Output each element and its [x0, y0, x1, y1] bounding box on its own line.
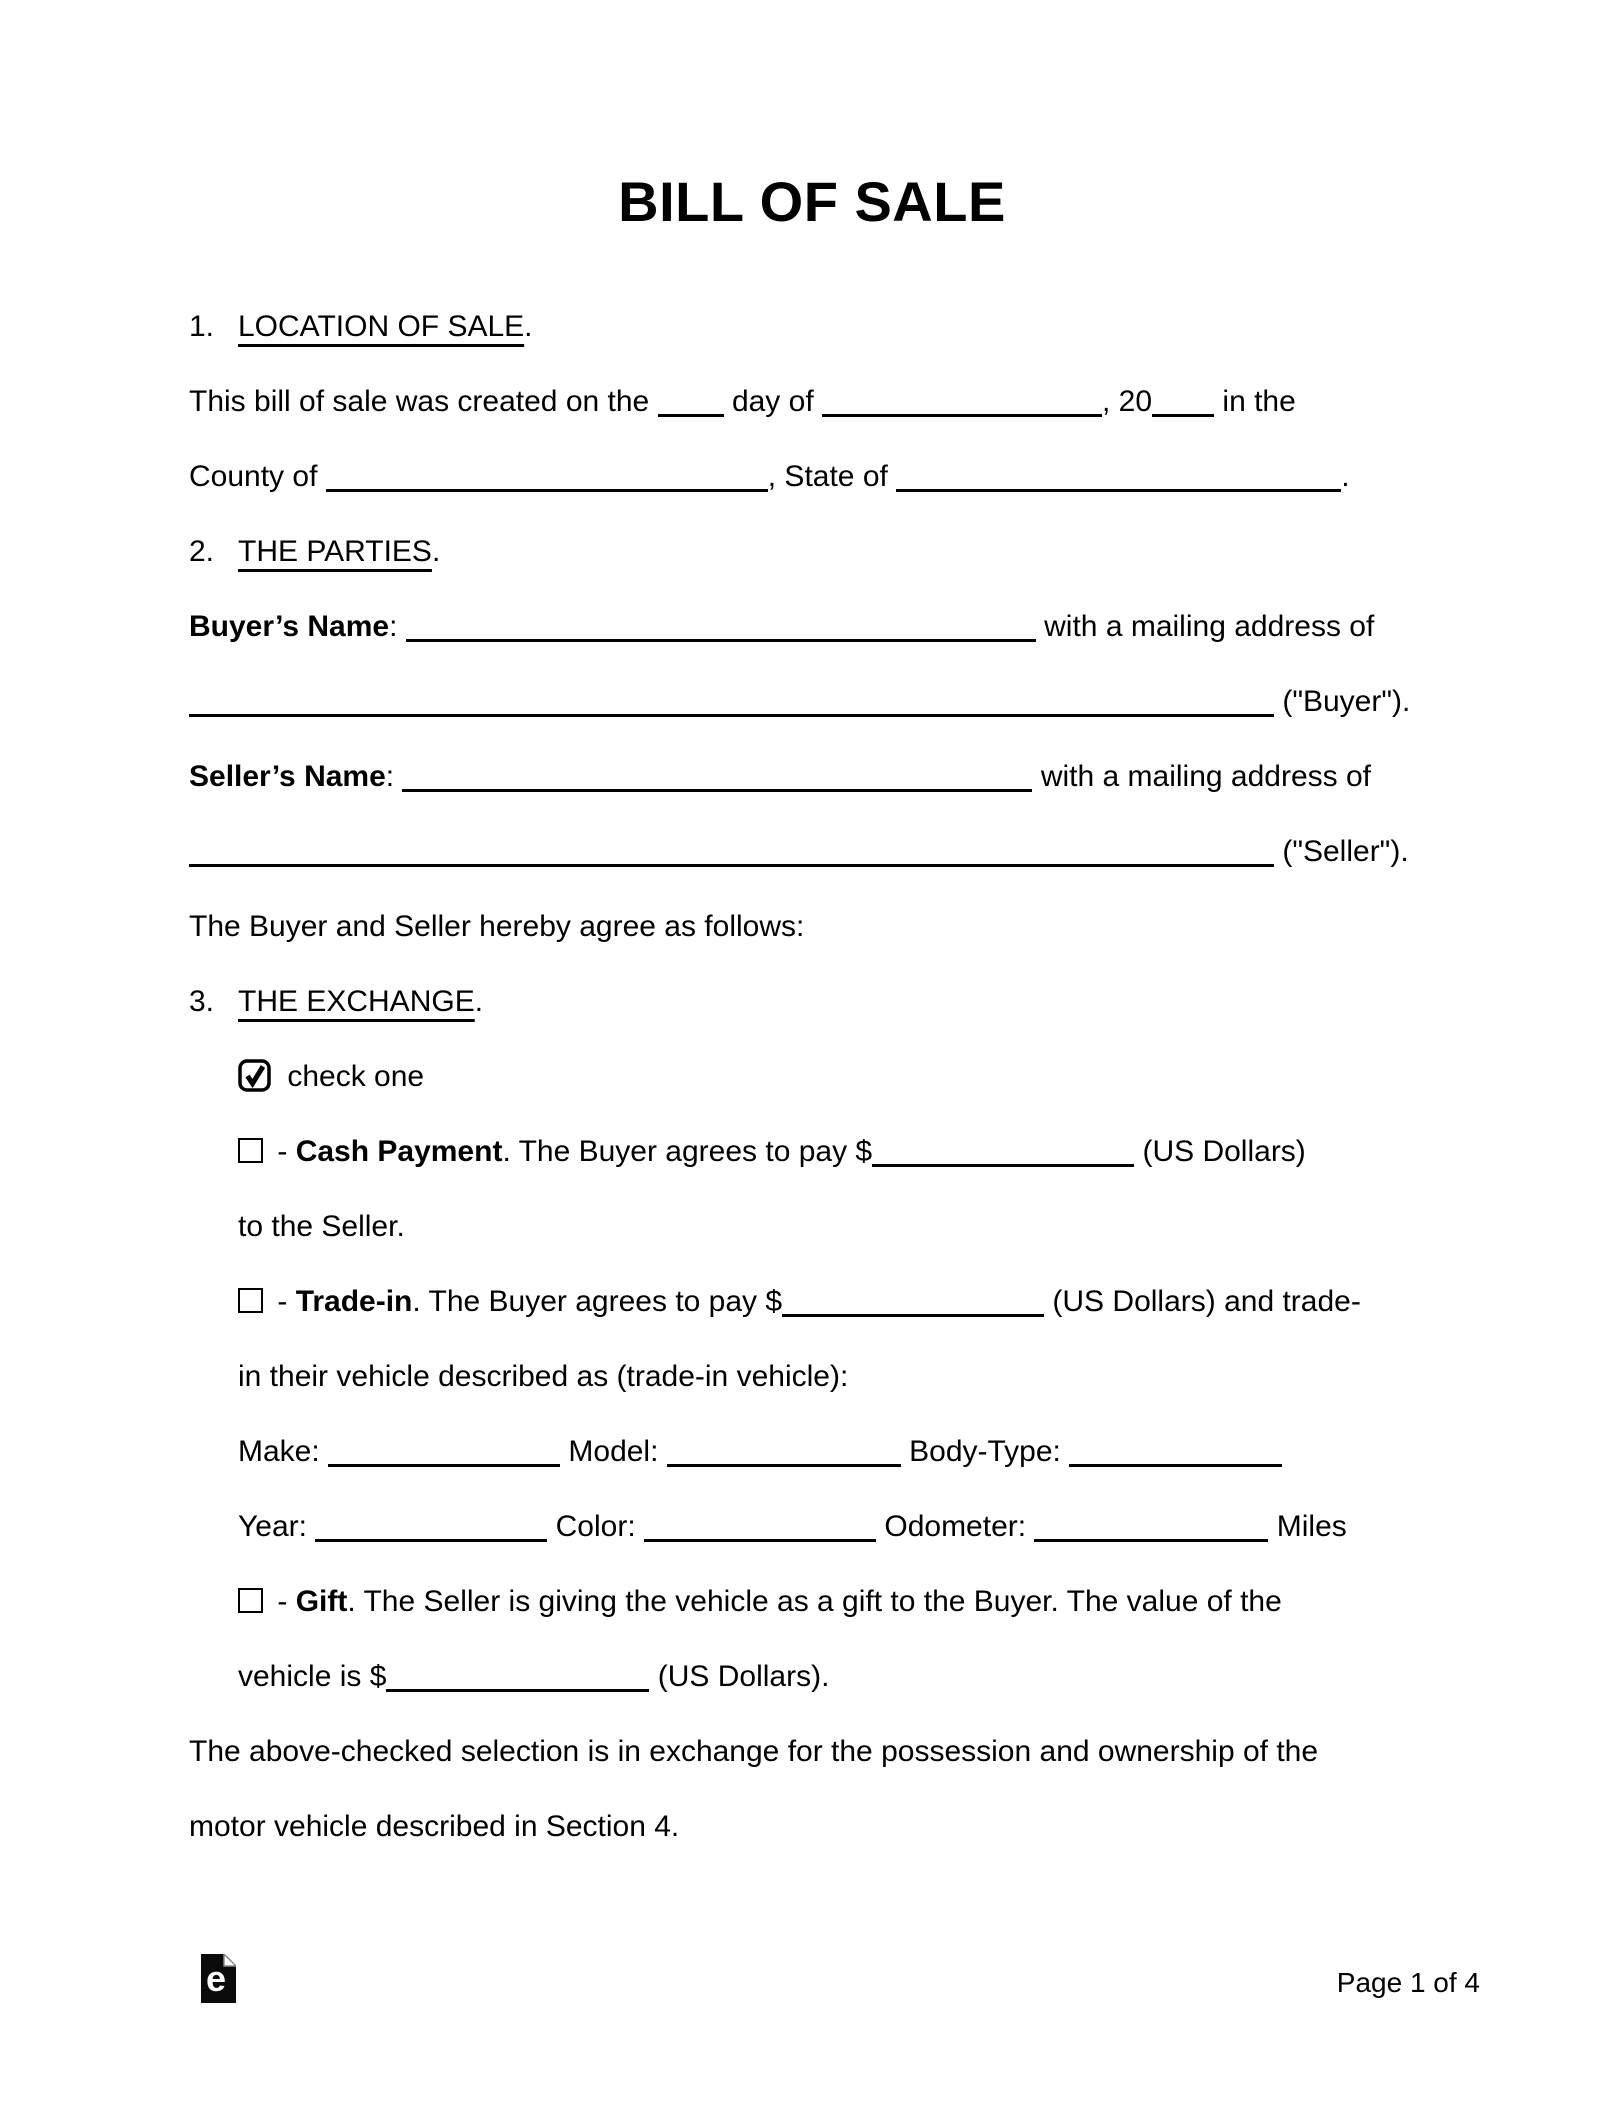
seller-tag: ("Seller").: [1282, 835, 1409, 868]
check-one-label: check one: [287, 1060, 425, 1093]
vehicle-year-blank[interactable]: [315, 1539, 547, 1542]
check-one-checkbox[interactable]: [238, 1059, 271, 1092]
section-3-heading-period: .: [474, 985, 484, 1018]
cash-payment-line-2: [189, 1189, 1449, 1264]
county-state-line: [189, 439, 1449, 514]
make-blank[interactable]: [328, 1464, 560, 1467]
miles-label: Miles: [1276, 1510, 1347, 1543]
buyer-name-line: [189, 589, 1449, 664]
make-label: Make:: [238, 1435, 320, 1468]
trade-checkbox[interactable]: [238, 1288, 263, 1313]
section-1-heading-line: [189, 289, 1449, 364]
text-run: -: [277, 1285, 288, 1318]
section-1-heading-period: .: [524, 310, 533, 343]
section-2-number: 2.: [189, 535, 215, 568]
state-blank[interactable]: [896, 489, 1341, 492]
color-blank[interactable]: [644, 1539, 876, 1542]
year-label: Year:: [238, 1510, 307, 1543]
seller-name-line: [189, 739, 1449, 814]
gift-checkbox[interactable]: [238, 1588, 263, 1613]
seller-address-line: [189, 814, 1449, 889]
agreement-line: [189, 889, 1449, 964]
buyer-address-line: [189, 664, 1449, 739]
trade-amount-blank[interactable]: [782, 1314, 1044, 1317]
trade-label: Trade-in: [295, 1285, 413, 1318]
section-2-heading: THE PARTIES: [238, 535, 432, 568]
seller-address-blank[interactable]: [189, 864, 1274, 867]
buyer-name-label: Buyer’s Name: [189, 610, 390, 643]
text-run: .: [1341, 460, 1350, 493]
svg-text:e: e: [205, 1958, 227, 1999]
text-run: This bill of sale was created on the: [189, 385, 650, 418]
document-content: [189, 289, 1449, 1864]
vehicle-fields-row-1: [189, 1414, 1449, 1489]
section-1-number: 1.: [189, 310, 215, 343]
page-indicator: Page 1 of 4: [1336, 1967, 1480, 1998]
odometer-label: Odometer:: [884, 1510, 1027, 1543]
model-blank[interactable]: [667, 1464, 901, 1467]
seller-name-label: Seller’s Name: [189, 760, 386, 793]
text-run: motor vehicle described in Section 4.: [189, 1810, 680, 1843]
text-run: County of: [189, 460, 318, 493]
color-label: Color:: [555, 1510, 636, 1543]
trade-in-line-2: [189, 1339, 1449, 1414]
text-run: with a mailing address of: [1040, 760, 1371, 793]
text-run: (US Dollars) and trade-: [1052, 1285, 1361, 1318]
cash-amount-blank[interactable]: [872, 1164, 1134, 1167]
gift-line: [189, 1564, 1449, 1639]
text-run: . The Seller is giving the vehicle as a gift to the Buyer. The value of the: [347, 1585, 1282, 1618]
cash-payment-line: [189, 1114, 1449, 1189]
text-run: The above-checked selection is in exchange for the possession and ownership of the: [189, 1735, 1319, 1768]
text-run: -: [277, 1135, 288, 1168]
section-2-heading-period: .: [431, 535, 441, 568]
gift-label: Gift: [295, 1585, 348, 1618]
text-run: The Buyer and Seller hereby agree as follows:: [189, 910, 805, 943]
text-run: . The Buyer agrees to pay $: [502, 1135, 873, 1168]
sale-date-line: [189, 364, 1449, 439]
text-run: (US Dollars).: [657, 1660, 830, 1693]
text-run: day of: [731, 385, 814, 418]
text-run: (US Dollars): [1142, 1135, 1306, 1168]
buyer-name-blank[interactable]: [406, 639, 1036, 642]
body-type-label: Body-Type:: [909, 1435, 1061, 1468]
text-run: :: [385, 760, 395, 793]
buyer-tag: ("Buyer").: [1282, 685, 1411, 718]
text-run: -: [277, 1585, 288, 1618]
cash-label: Cash Payment: [295, 1135, 503, 1168]
gift-line-2: [189, 1639, 1449, 1714]
text-run: . The Buyer agrees to pay $: [412, 1285, 783, 1318]
section-3-heading: THE EXCHANGE: [238, 985, 475, 1018]
text-run: vehicle is $: [238, 1660, 387, 1693]
odometer-blank[interactable]: [1034, 1539, 1268, 1542]
seller-name-blank[interactable]: [402, 789, 1032, 792]
vehicle-fields-row-2: [189, 1489, 1449, 1564]
model-label: Model:: [568, 1435, 659, 1468]
section-3-number: 3.: [189, 985, 215, 1018]
text-run: :: [389, 610, 398, 643]
closing-line-2: [189, 1789, 1449, 1864]
section-1-heading: LOCATION OF SALE: [238, 310, 525, 343]
sale-month-blank[interactable]: [822, 414, 1102, 417]
text-run: with a mailing address of: [1044, 610, 1375, 643]
closing-line-1: [189, 1714, 1449, 1789]
text-run: , 20: [1102, 385, 1153, 418]
text-run: in their vehicle described as (trade-in vehicle):: [238, 1360, 849, 1393]
eforms-logo-icon: [201, 1954, 236, 2003]
gift-value-blank[interactable]: [386, 1689, 649, 1692]
section-2-heading-line: [189, 514, 1449, 589]
buyer-address-blank[interactable]: [189, 714, 1274, 717]
page-title: BILL OF SALE: [618, 170, 1006, 233]
trade-in-line: [189, 1264, 1449, 1339]
check-one-line: [189, 1039, 1449, 1114]
county-blank[interactable]: [326, 489, 768, 492]
section-3-heading-line: [189, 964, 1449, 1039]
sale-day-blank[interactable]: [658, 414, 724, 417]
body-type-blank[interactable]: [1069, 1464, 1282, 1467]
text-run: in the: [1222, 385, 1296, 418]
sale-year-blank[interactable]: [1152, 414, 1214, 417]
text-run: , State of: [767, 460, 888, 493]
text-run: to the Seller.: [238, 1210, 405, 1243]
cash-checkbox[interactable]: [238, 1138, 263, 1163]
